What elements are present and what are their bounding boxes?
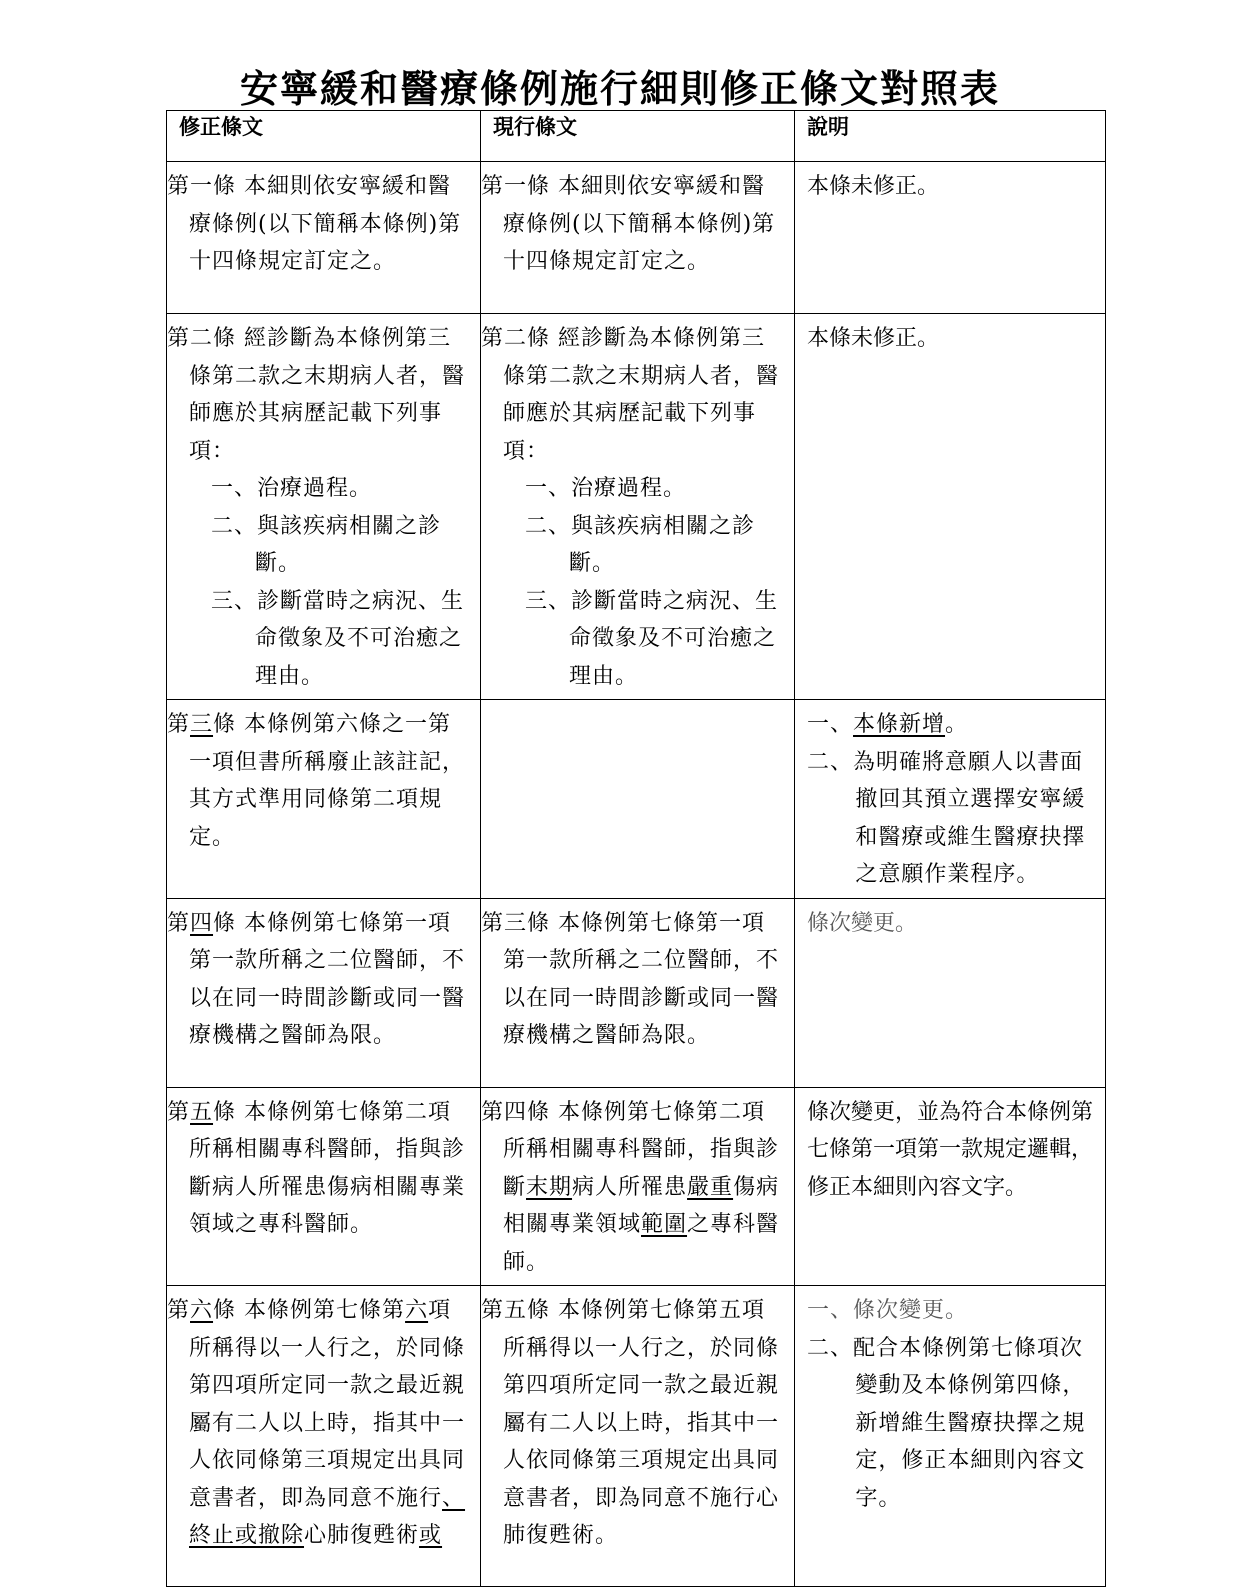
note-cell xyxy=(795,898,1106,1087)
article-text: 經診斷為本條例第三條第二款之末期病人者，醫師應於其病歷記載下列事項： xyxy=(189,326,466,464)
article-number: 第六條 xyxy=(167,1298,237,1323)
note-cell xyxy=(795,1087,1106,1286)
article-number: 第一條 xyxy=(167,174,237,199)
header-current: 現行條文 xyxy=(481,111,795,162)
current-cell-empty xyxy=(481,700,795,899)
note-item: 二、配合本條例第七條項次變動及本條例第四條，新增維生醫療抉擇之規定，修正本細則內容文字。 xyxy=(807,1335,1086,1511)
list-item: 三、診斷當時之病況、生命徵象及不可治癒之理由。 xyxy=(211,588,465,689)
article-text: 本細則依安寧緩和醫療條例(以下簡稱本條例)第十四條規定訂定之。 xyxy=(503,174,776,274)
table-row xyxy=(167,898,1106,1087)
article-number: 第三條 xyxy=(167,712,237,737)
header-note: 說明 xyxy=(795,111,1106,162)
note-cell xyxy=(795,162,1106,314)
page-title: 安寧緩和醫療條例施行細則修正條文對照表 xyxy=(239,67,1000,111)
header-amended: 修正條文 xyxy=(167,111,481,162)
note-text: 本條未修正。 xyxy=(807,326,940,351)
amended-cell xyxy=(167,162,481,314)
article-number: 第四條 xyxy=(481,1099,551,1125)
note-cell xyxy=(795,1286,1106,1587)
article-number: 第四條 xyxy=(167,910,237,936)
amended-cell xyxy=(167,898,481,1087)
note-text: 條次變更。 xyxy=(807,910,918,936)
table-row xyxy=(167,1087,1106,1286)
current-cell xyxy=(481,1286,795,1587)
list-item: 二、與該疾病相關之診斷。 xyxy=(525,513,756,576)
article-text: 本條例第七條第二項所稱相關專科醫師，指與診斷末期病人所罹患嚴重傷病相關專業領域範圍之專科醫師。 xyxy=(503,1099,780,1275)
changed-text: 六 xyxy=(190,1298,214,1323)
amended-cell xyxy=(167,1286,481,1587)
note-cell xyxy=(795,314,1106,700)
changed-text: 六 xyxy=(405,1298,429,1323)
list-item: 一、治療過程。 xyxy=(525,476,687,501)
article-number: 第三條 xyxy=(481,910,551,936)
amended-cell xyxy=(167,700,481,899)
changed-text: 範圍 xyxy=(641,1212,688,1237)
changed-text: 三 xyxy=(190,712,214,737)
current-cell xyxy=(481,898,795,1087)
note-item: 二、為明確將意願人以書面撤回其預立選擇安寧緩和醫療或維生醫療抉擇之意願作業程序。 xyxy=(807,749,1086,887)
list-item: 三、診斷當時之病況、生命徵象及不可治癒之理由。 xyxy=(525,588,779,689)
article-number: 第五條 xyxy=(481,1298,551,1323)
note-text: 本條未修正。 xyxy=(807,174,940,199)
note-item: 一、條次變更。 xyxy=(807,1298,969,1323)
note-text: 條次變更，並為符合本條例第七條第一項第一款規定邏輯，修正本細則內容文字。 xyxy=(807,1099,1094,1200)
amended-cell xyxy=(167,314,481,700)
current-cell xyxy=(481,162,795,314)
changed-text: 四 xyxy=(190,910,214,936)
changed-text: 、終止或撤除 xyxy=(189,1485,466,1548)
article-number: 第二條 xyxy=(167,326,237,351)
list-item: 二、與該疾病相關之診斷。 xyxy=(211,513,442,576)
article-number: 第一條 xyxy=(481,174,551,199)
article-number: 第五條 xyxy=(167,1099,237,1125)
article-number: 第二條 xyxy=(481,326,551,351)
list-item: 一、治療過程。 xyxy=(211,476,373,501)
article-text: 本條例第七條第六項所稱得以一人行之，於同條第四項所定同一款之最近親屬有二人以上時，指其中一人依同條第三項規定出具同意書者，即為同意不施行、終止或撤除心肺復甦術或 xyxy=(189,1298,466,1548)
article-text: 本條例第七條第一項第一款所稱之二位醫師，不以在同一時間診斷或同一醫療機構之醫師為限。 xyxy=(503,910,780,1048)
changed-text: 本條新增 xyxy=(853,712,946,737)
article-text: 本條例第七條第一項第一款所稱之二位醫師，不以在同一時間診斷或同一醫療機構之醫師為限。 xyxy=(189,910,466,1048)
article-text: 本條例第七條第五項所稱得以一人行之，於同條第四項所定同一款之最近親屬有二人以上時，指其中一人依同條第三項規定出具同意書者，即為同意不施行心肺復甦術。 xyxy=(503,1298,780,1548)
table-row xyxy=(167,700,1106,899)
article-text: 本條例第七條第二項所稱相關專科醫師，指與診斷病人所罹患傷病相關專業領域之專科醫師。 xyxy=(189,1099,466,1237)
current-cell xyxy=(481,314,795,700)
table-row xyxy=(167,162,1106,314)
article-text: 經診斷為本條例第三條第二款之末期病人者，醫師應於其病歷記載下列事項： xyxy=(503,326,780,464)
table-row xyxy=(167,314,1106,700)
changed-text: 五 xyxy=(190,1099,214,1125)
note-item: 一、本條新增。 xyxy=(807,712,969,737)
article-text: 本條例第六條之一第一項但書所稱廢止該註記，其方式準用同條第二項規定。 xyxy=(189,712,466,850)
note-cell xyxy=(795,700,1106,899)
table-row xyxy=(167,1286,1106,1587)
changed-text: 或 xyxy=(419,1523,443,1548)
article-text: 本細則依安寧緩和醫療條例(以下簡稱本條例)第十四條規定訂定之。 xyxy=(189,174,462,274)
table-header-row xyxy=(167,111,1106,162)
comparison-table xyxy=(166,110,1106,1587)
changed-text: 末期 xyxy=(526,1174,573,1200)
changed-text: 嚴重 xyxy=(687,1174,734,1200)
amended-cell xyxy=(167,1087,481,1286)
current-cell xyxy=(481,1087,795,1286)
